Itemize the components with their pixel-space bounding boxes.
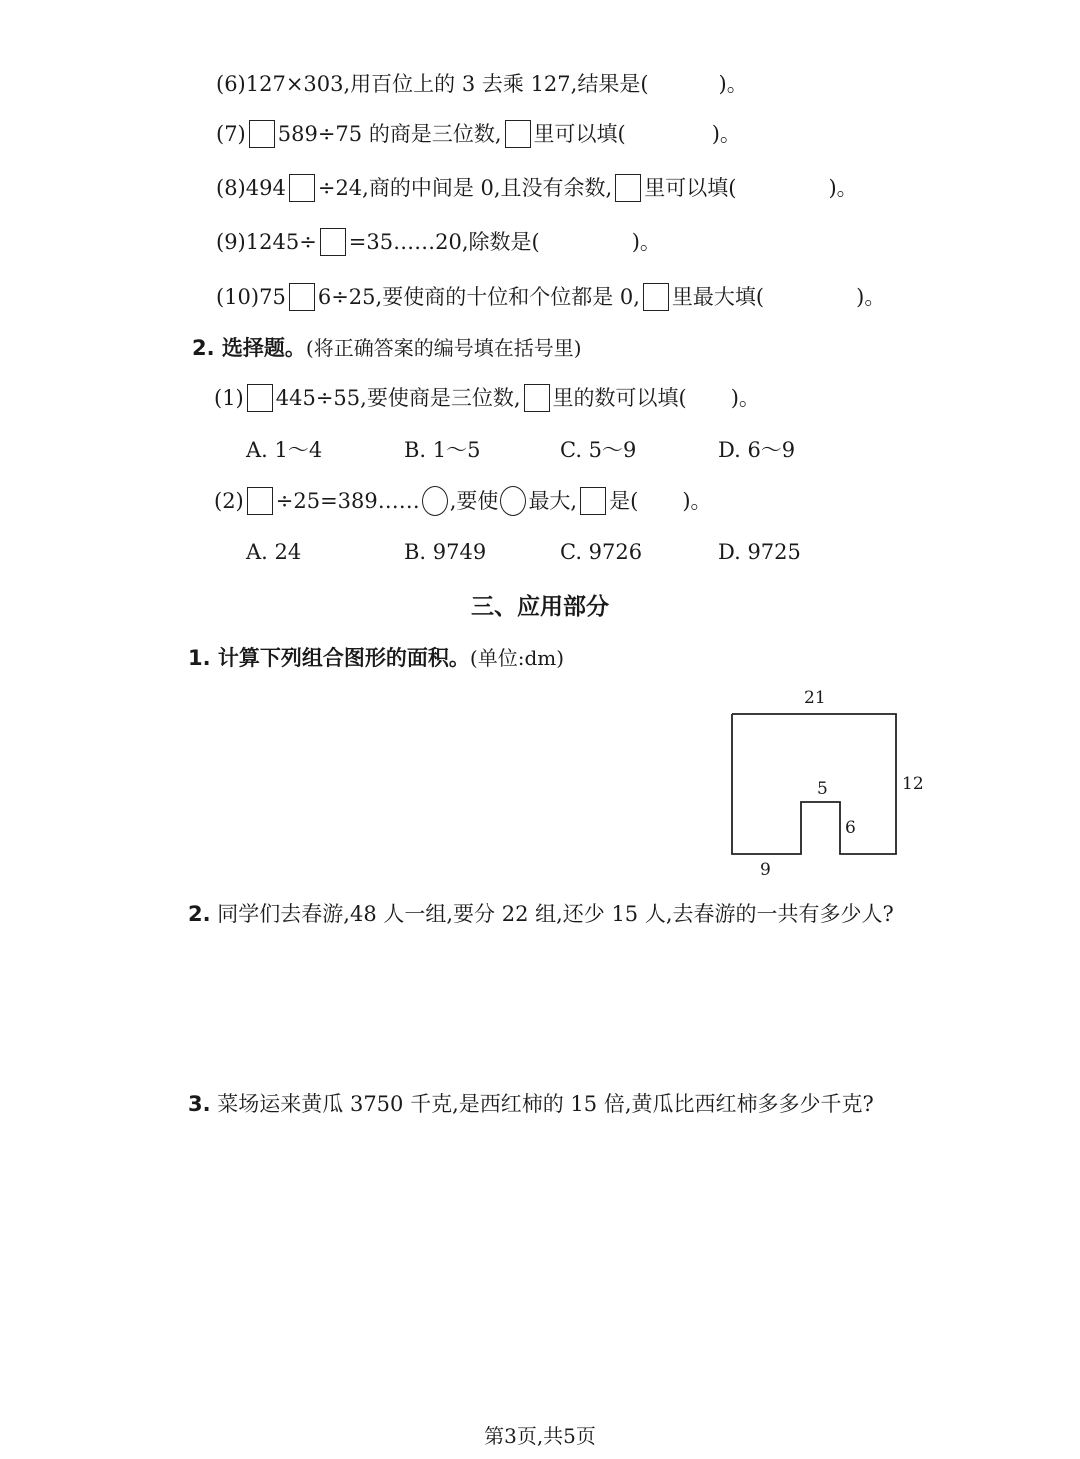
option-a[interactable]: A. 24	[246, 540, 302, 564]
digit-box[interactable]	[289, 174, 315, 202]
option-b[interactable]: B. 9749	[404, 540, 487, 564]
outline-shape	[732, 714, 896, 854]
choice-heading: 2. 选择题。(将正确答案的编号填在括号里)	[192, 336, 582, 360]
question-10: (10)75 6÷25,要使商的十位和个位都是 0, 里最大填( )。	[216, 285, 886, 309]
question-6: (6)127×303,用百位上的 3 去乘 127,结果是( )。	[216, 72, 748, 96]
option-d[interactable]: D. 9725	[718, 540, 801, 564]
label-notch-top: 5	[817, 779, 828, 799]
digit-box	[615, 174, 641, 202]
remainder-circle	[422, 486, 448, 516]
question-9: (9)1245÷ =35……20,除数是( )。	[216, 230, 661, 254]
problem-3: 3. 菜场运来黄瓜 3750 千克,是西红柿的 15 倍,黄瓜比西红柿多多少千克?	[188, 1092, 874, 1116]
digit-box[interactable]	[247, 487, 273, 515]
section-title: 三、应用部分	[471, 594, 609, 620]
digit-box	[643, 283, 669, 311]
digit-box	[524, 384, 550, 412]
label-bottom: 9	[760, 860, 771, 880]
label-notch-side: 6	[845, 818, 856, 838]
problem-2: 2. 同学们去春游,48 人一组,要分 22 组,还少 15 人,去春游的一共有多少人?	[188, 902, 894, 926]
digit-box[interactable]	[247, 384, 273, 412]
choice-question-1: (1) 445÷55,要使商是三位数, 里的数可以填( )。	[214, 386, 760, 410]
remainder-circle	[500, 486, 526, 516]
option-a[interactable]: A. 1～4	[246, 438, 323, 462]
label-top: 21	[804, 688, 826, 708]
digit-box	[505, 120, 531, 148]
option-d[interactable]: D. 6～9	[718, 438, 796, 462]
question-8: (8)494 ÷24,商的中间是 0,且没有余数, 里可以填( )。	[216, 176, 858, 200]
choice-question-2: (2) ÷25=389…… ,要使 最大, 是( )。	[214, 486, 712, 516]
digit-box	[580, 487, 606, 515]
problem-1: 1. 计算下列组合图形的面积。(单位:dm)	[188, 646, 565, 670]
composite-figure	[720, 684, 940, 884]
question-7: (7) 589÷75 的商是三位数, 里可以填( )。	[216, 122, 741, 146]
label-right: 12	[902, 774, 924, 794]
digit-box[interactable]	[249, 120, 275, 148]
page-footer: 第3页,共5页	[484, 1424, 596, 1448]
option-c[interactable]: C. 5～9	[560, 438, 637, 462]
digit-box[interactable]	[320, 228, 346, 256]
option-b[interactable]: B. 1～5	[404, 438, 481, 462]
digit-box[interactable]	[289, 283, 315, 311]
option-c[interactable]: C. 9726	[560, 540, 643, 564]
